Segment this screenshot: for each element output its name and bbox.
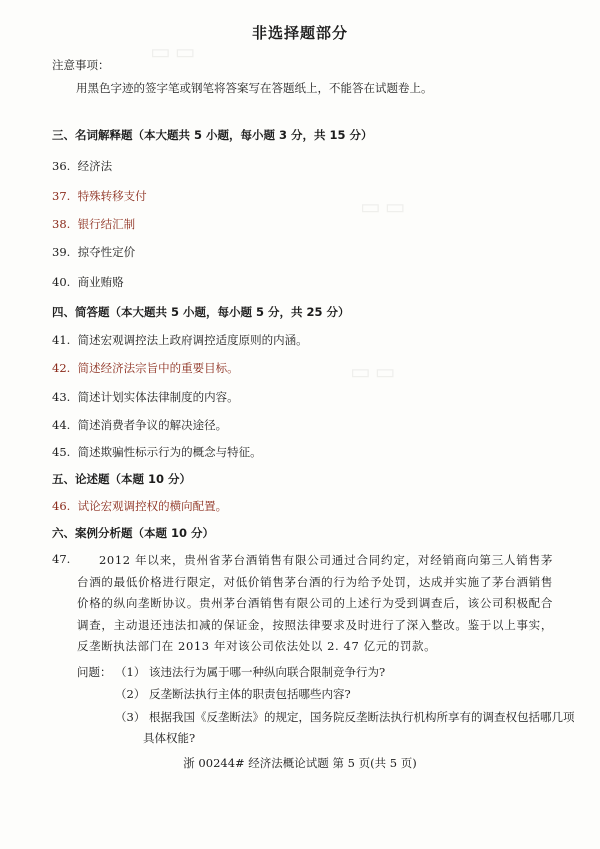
question-text: 特殊转移支付 (77, 189, 147, 203)
question-number: 43. (52, 390, 71, 404)
question-41 (52, 332, 308, 348)
question-number: 40. (52, 275, 71, 289)
question-text: 银行结汇制 (77, 217, 136, 231)
question-45 (52, 444, 262, 460)
question-number: 42. (52, 361, 71, 375)
question-text: 简述宏观调控法上政府调控适度原则的内涵。 (77, 333, 308, 347)
question-text: 掠夺性定价 (77, 245, 136, 259)
question-number: 39. (52, 245, 71, 259)
notice-text: 用黑色字迹的签字笔或钢笔将答案写在答题纸上，不能答在试题卷上。 (76, 81, 433, 95)
section-three-heading: 三、名词解释题（本大题共 5 小题，每小题 3 分，共 15 分） (52, 128, 373, 142)
case-subquestion-1: （1） 该违法行为属于哪一种纵向联合限制竞争行为? (115, 665, 386, 679)
question-39 (52, 244, 135, 260)
watermark: ▭▭ (350, 360, 400, 385)
question-text: 简述经济法宗旨中的重要目标。 (77, 361, 239, 375)
question-number: 41. (52, 333, 71, 347)
notice-label: 注意事项： (52, 58, 110, 72)
questions-label: 问题： (77, 665, 112, 679)
question-text: 简述欺骗性标示行为的概念与特征。 (77, 445, 262, 459)
question-42 (52, 360, 239, 376)
question-text: 简述消费者争议的解决途径。 (77, 418, 228, 432)
question-number: 36. (52, 159, 71, 173)
question-number: 44. (52, 418, 71, 432)
question-number: 45. (52, 445, 71, 459)
question-44 (52, 417, 227, 433)
page-title: 非选择题部分 (251, 24, 348, 42)
question-43 (52, 389, 239, 405)
watermark: ▭▭ (360, 195, 410, 220)
question-40 (52, 274, 124, 290)
question-number: 38. (52, 217, 71, 231)
section-six-heading: 六、案例分析题（本题 10 分） (52, 526, 215, 540)
question-46 (52, 498, 227, 514)
question-text: 经济法 (77, 159, 113, 173)
question-47-number: 47. (52, 552, 71, 566)
question-number: 46. (52, 499, 71, 513)
question-text: 简述计划实体法律制度的内容。 (77, 390, 239, 404)
question-number: 37. (52, 189, 71, 203)
section-five-heading: 五、论述题（本题 10 分） (52, 472, 192, 486)
question-text: 商业贿赂 (77, 275, 124, 289)
case-subquestion-2: （2） 反垄断法执行主体的职责包括哪些内容? (115, 687, 351, 701)
section-four-heading: 四、简答题（本大题共 5 小题，每小题 5 分，共 25 分） (52, 305, 350, 319)
case-subquestion-3: （3） 根据我国《反垄断法》的规定，国务院反垄断法执行机构所享有的调查权包括哪几项具体权能? (115, 710, 575, 745)
page-footer: 浙 00244# 经济法概论试题 第 5 页(共 5 页) (183, 756, 417, 770)
case-text: 2012 年以来，贵州省茅台酒销售有限公司通过合同约定，对经销商向第三人销售茅台酒的最低价格进行限定，对低价销售茅台酒的行为给予处罚，达成并实施了茅台酒销售价格的纵向垄断协议。贵州茅台酒销售有限公司的上述行为受到调查后，该公司积极配合调查，主动退还违法扣减的保证金，按照法律要求及时进行了深入整改。鉴于以上事实，反垄断执法部门在 2013 年对该公司依法处以 2. 47 亿元的罚款。 (77, 553, 553, 653)
question-text: 试论宏观调控权的横向配置。 (77, 499, 228, 513)
watermark: ▭▭ (150, 40, 200, 65)
question-36 (52, 158, 112, 174)
question-37 (52, 188, 147, 204)
question-38 (52, 216, 135, 232)
